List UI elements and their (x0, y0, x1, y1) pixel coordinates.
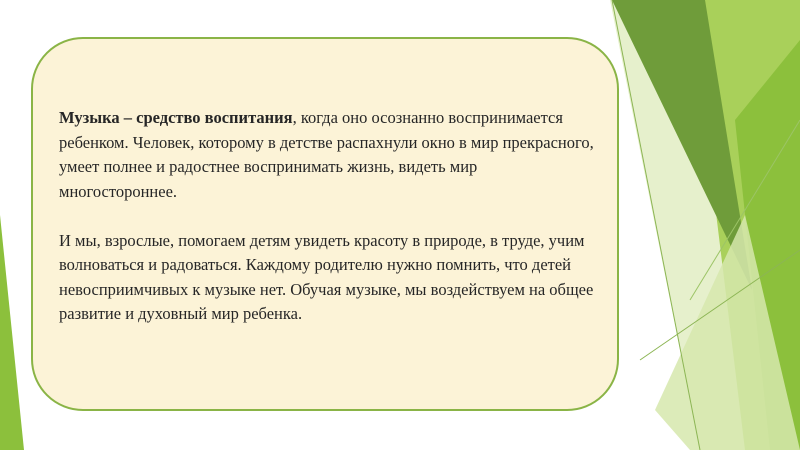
lead-phrase: Музыка – средство воспитания (59, 108, 293, 127)
paragraph-1-rest: , когда оно осознанно воспринимается ребенком. Человек, которому в детстве распахнули окно в мир прекрасного, умеет полнее и радостнее воспринимать жизнь, видеть мир многостороннее. (59, 108, 594, 201)
left-green-strip (0, 215, 24, 450)
text-card (31, 37, 619, 411)
paragraph-2: И мы, взрослые, помогаем детям увидеть красоту в природе, в труде, учим волноваться и радоваться. Каждому родителю нужно помнить, что детей невосприимчивых к музыке нет. Обучая музыке, мы воздействуем на общее развитие и духовный мир ребенка. (59, 230, 594, 323)
card-text (59, 106, 599, 327)
paragraph-1 (59, 106, 599, 204)
